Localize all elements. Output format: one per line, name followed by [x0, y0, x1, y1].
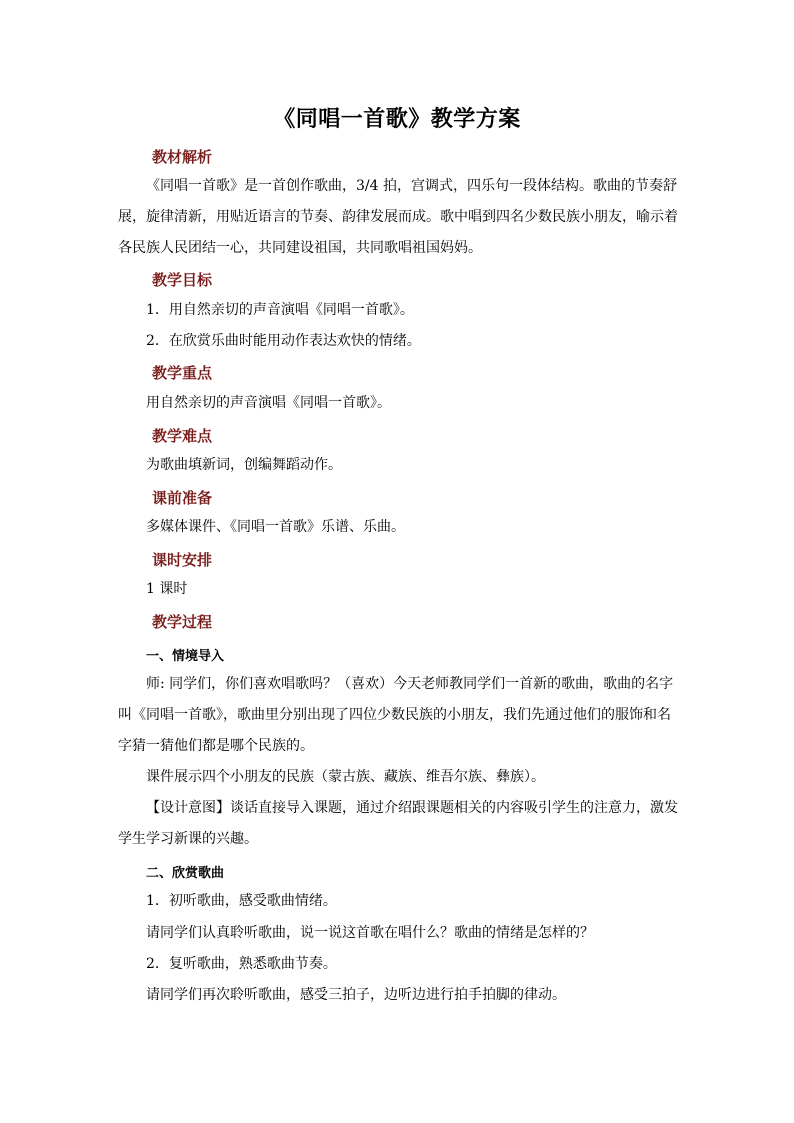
- paragraph-line: 叫《同唱一首歌》，歌曲里分别出现了四位少数民族的小朋友，我们先通过他们的服饰和名: [118, 707, 671, 723]
- section-heading-mubiao: 教学目标: [152, 271, 213, 289]
- list-item: 1．初听歌曲，感受歌曲情绪。: [146, 893, 337, 909]
- paragraph-line: 1 课时: [146, 581, 188, 597]
- paragraph-line: 学生学习新课的兴趣。: [118, 831, 258, 847]
- paragraph-line: 【设计意图】谈话直接导入课题，通过介绍跟课题相关的内容吸引学生的注意力，激发: [146, 800, 678, 816]
- section-heading-nandian: 教学难点: [152, 427, 213, 445]
- subheading-part1: 一、情境导入: [146, 649, 225, 664]
- section-heading-guocheng: 教学过程: [152, 613, 213, 631]
- section-heading-jiaocai: 教材解析: [152, 148, 213, 166]
- subheading-part2: 二、欣赏歌曲: [146, 866, 225, 881]
- paragraph-line: 用自然亲切的声音演唱《同唱一首歌》。: [146, 395, 391, 411]
- paragraph-line: 字猜一猜他们都是哪个民族的。: [118, 738, 314, 754]
- paragraph-line: 各民族人民团结一心，共同建设祖国，共同歌唱祖国妈妈。: [118, 240, 482, 256]
- paragraph-line: 课件展示四个小朋友的民族（蒙古族、藏族、维吾尔族、彝族）。: [146, 769, 545, 785]
- paragraph-line: 请同学们认真聆听歌曲，说一说这首歌在唱什么？歌曲的情绪是怎样的？: [146, 925, 594, 941]
- list-item: 2．在欣赏乐曲时能用动作表达欢快的情绪。: [146, 333, 421, 349]
- document-title: 《同唱一首歌》教学方案: [273, 106, 521, 132]
- list-item: 2．复听歌曲，熟悉歌曲节奏。: [146, 956, 337, 972]
- paragraph-line: 为歌曲填新词，创编舞蹈动作。: [146, 457, 342, 473]
- list-item: 1．用自然亲切的声音演唱《同唱一首歌》。: [146, 302, 414, 318]
- paragraph-line: 展，旋律清新，用贴近语言的节奏、韵律发展而成。歌中唱到四名少数民族小朋友，喻示着: [118, 209, 678, 225]
- paragraph-line: 请同学们再次聆听歌曲，感受三拍子，边听边进行拍手拍脚的律动。: [146, 987, 566, 1003]
- paragraph-line: 《同唱一首歌》是一首创作歌曲，3/4 拍，宫调式，四乐句一段体结构。歌曲的节奏舒: [146, 178, 677, 194]
- section-heading-zhunbei: 课前准备: [152, 489, 213, 507]
- section-heading-anpai: 课时安排: [152, 551, 213, 569]
- section-heading-zhongdian: 教学重点: [152, 364, 213, 382]
- paragraph-line: 师: 同学们，你们喜欢唱歌吗？（喜欢）今天老师教同学们一首新的歌曲，歌曲的名字: [146, 676, 674, 692]
- paragraph-line: 多媒体课件、《同唱一首歌》乐谱、乐曲。: [146, 519, 405, 535]
